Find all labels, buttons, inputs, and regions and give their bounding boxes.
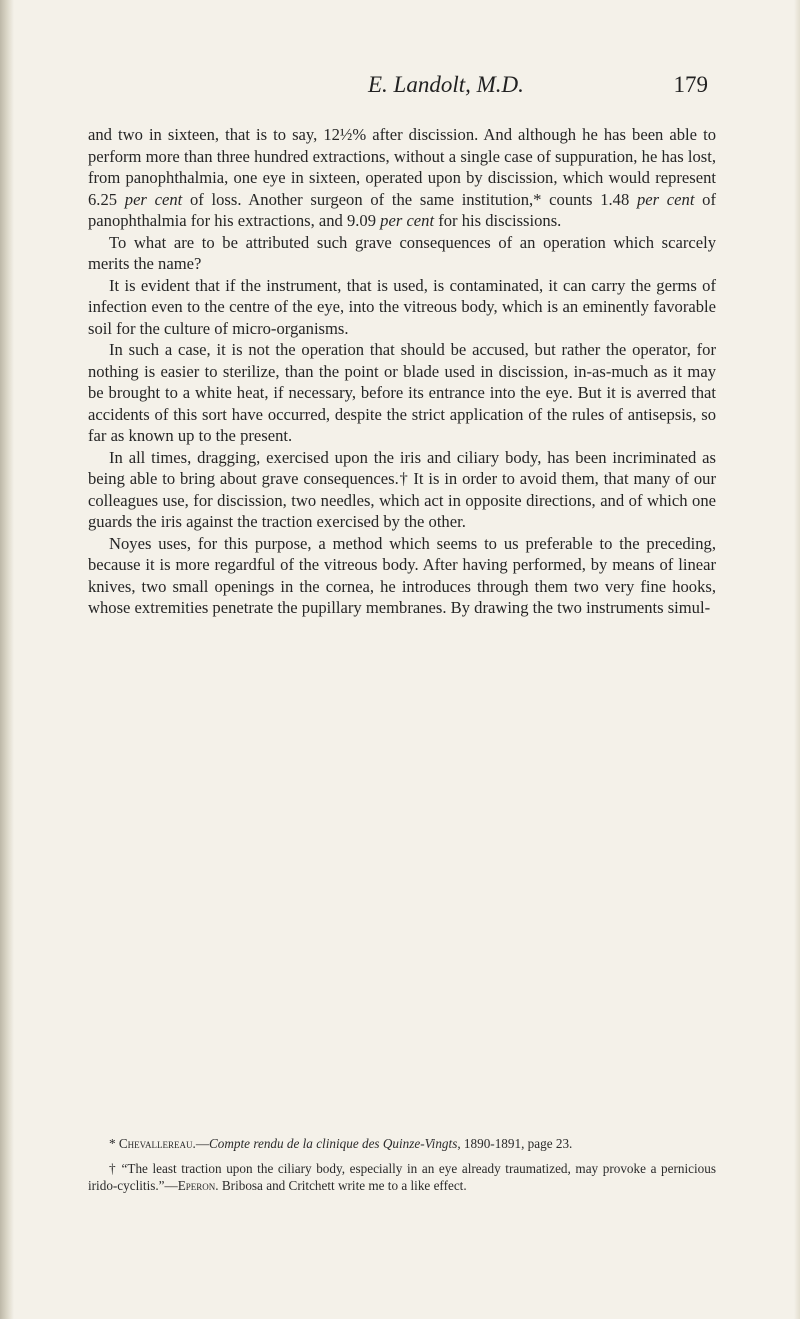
paragraph-4: In such a case, it is not the operation that should be accused, but rather the operator, for nothing is easier to sterilize, than the point or blade used in discission, in-as-much as it may be brought to a white heat, if necessary, before its entrance into the eye. But it is averred that accidents of this sort have occurred, despite the strict application of the rules of antisepsis, so far as known up to the present. [88,340,716,445]
body-text [88,124,716,619]
italic-run: per cent [636,189,695,209]
footnotes [88,1136,716,1202]
paragraph-2: To what are to be attributed such grave consequences of an operation which scarcely merits the name? [88,232,716,273]
paragraph-3: It is evident that if the instrument, that is used, is contaminated, it can carry the germs of infection even to the centre of the eye, into the vitreous body, which is an eminently favorable soil for the culture of micro-organisms. [88,275,716,338]
footnote-author: Chevallereau [118,1136,193,1151]
text-run: for his discissions. [434,211,562,230]
italic-run: per cent [380,211,435,230]
running-head: E. Landolt, M.D. [368,72,524,97]
paragraph-6: Noyes uses, for this purpose, a method which seems to us preferable to the preceding, because it is more regardful of the vitreous body. After having performed, by means of linear knives, two small openings in the cornea, he introduces through them two very fine hooks, whose extremities penetrate the pupillary membranes. By drawing the two instruments simul- [88,533,716,617]
paragraph-1 [88,124,716,232]
text-run: † “The least traction upon the ciliary body, especially in an eye already traumatized, may provoke a pernicious irido-cyclitis.”— [88,1160,716,1193]
text-run: of panophthalmia for his extractions, and 9.09 [88,189,716,230]
italic-run: per cent [124,189,183,209]
footnote-mark: * [109,1136,119,1151]
text-run: and two in sixteen, that is to say, 12½% after discission. And although he has been able to perform more than three hundred extractions, without a single case of suppuration, he has lost, from panophthalmia, one eye in sixteen, operated upon by discission, which would represent 6.25 [88,125,716,209]
footnote-2 [88,1161,716,1195]
page-header [368,72,708,104]
footnote-author: Eperon [177,1177,216,1193]
footnote-1 [88,1136,716,1153]
page-edge [794,0,800,1319]
footnote-title: Compte rendu de la clinique des Quinze-Vingts [209,1136,458,1151]
text-run: .— [192,1136,209,1151]
text-run: of loss. Another surgeon of the same institution,* counts 1.48 [182,189,637,209]
text-run: , 1890-1891, page 23. [457,1136,573,1151]
page-number: 179 [673,72,708,97]
text-run: . Bribosa and Critchett write me to a like effect. [215,1177,467,1193]
page-gutter-shadow [0,0,14,1319]
paragraph-5: In all times, dragging, exercised upon the iris and ciliary body, has been incriminated as being able to bring about grave consequences.† It is in order to avoid them, that many of our colleagues use, for discission, two needles, which act in opposite directions, and of which one guards the iris against the traction exercised by the other. [88,447,716,531]
